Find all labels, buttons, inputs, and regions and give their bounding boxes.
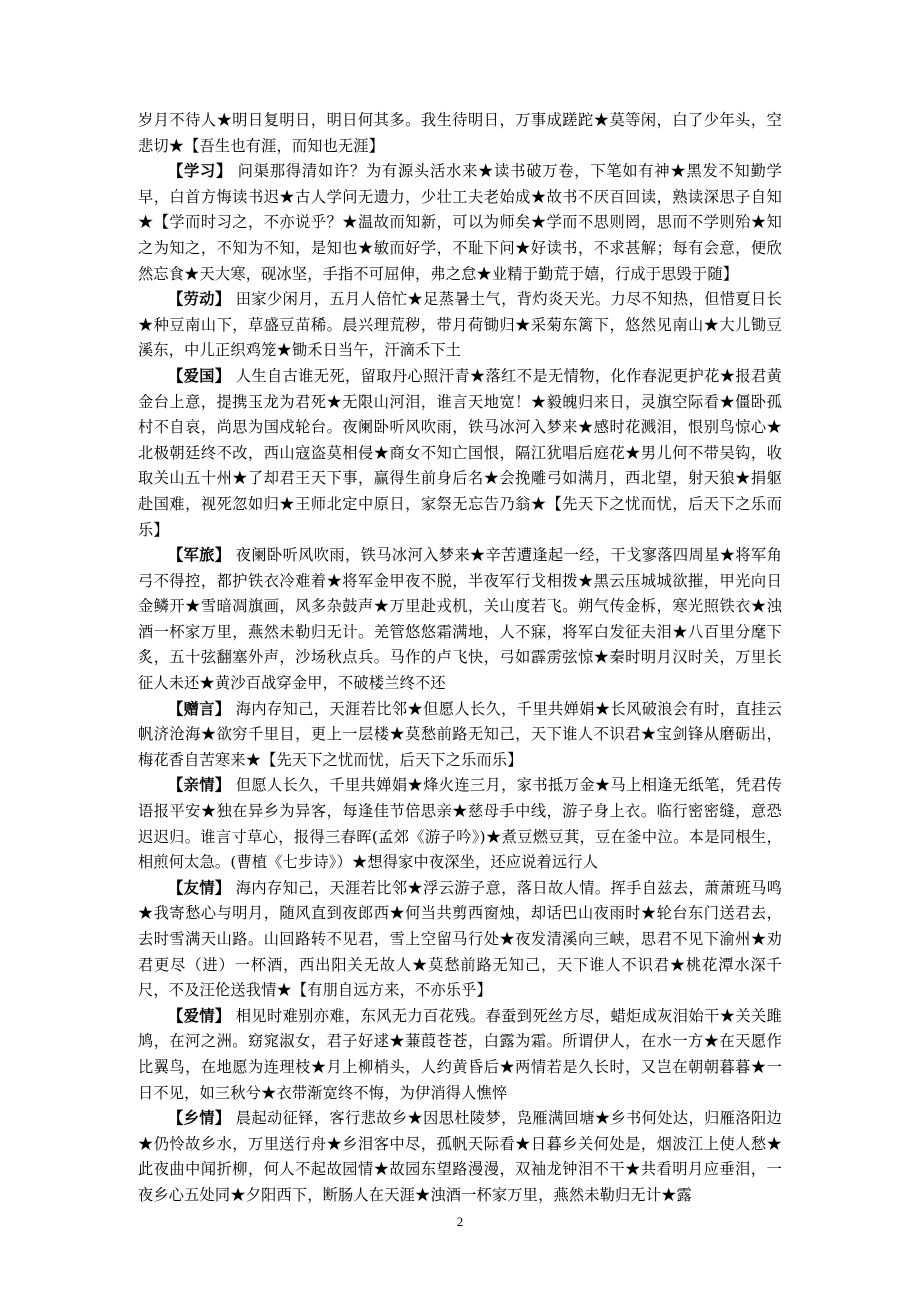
paragraph-text: 但愿人长久，千里共婵娟★烽火连三月，家书抵万金★马上相逢无纸笔，凭君传语报平安★独在异乡为异客，每逢佳节倍思亲★慈母手中线，游子身上衣。临行密密缝，意恐迟迟归。谁言寸草心，报得三春晖(孟郊《游子吟》)★煮豆燃豆萁，豆在釜中泣。本是同根生，相煎何太急。(曹植《七步诗》）★想得家中夜深坐，还应说着远行人 xyxy=(138,776,782,872)
paragraph-patriotism xyxy=(138,364,782,543)
section-tag-homesickness: 【乡情】 xyxy=(168,1109,231,1128)
section-tag-family: 【亲情】 xyxy=(168,776,231,795)
section-tag-patriotism: 【爱国】 xyxy=(168,366,231,385)
paragraph-study xyxy=(138,159,782,287)
paragraph-text: 岁月不待人★明日复明日，明日何其多。我生待明日，万事成蹉跎★莫等闲，白了少年头，空悲切★【吾生也有涯，而知也无涯】 xyxy=(138,111,782,155)
paragraph-text: 晨起动征铎，客行悲故乡★因思杜陵梦，凫雁满回塘★乡书何处达，归雁洛阳边★仍怜故乡水，万里送行舟★乡泪客中尽，孤帆天际看★日暮乡关何处是，烟波江上使人愁★此夜曲中闻折柳，何人不起故园情★故园东望路漫漫，双袖龙钟泪不干★共看明月应垂泪，一夜乡心五处同★夕阳西下，断肠人在天涯★浊酒一杯家万里，燕然未勒归无计★露 xyxy=(138,1109,782,1204)
section-tag-friendship: 【友情】 xyxy=(168,878,231,897)
document-page xyxy=(138,108,782,1209)
section-tag-study: 【学习】 xyxy=(168,162,233,181)
section-tag-labor: 【劳动】 xyxy=(168,290,231,309)
paragraph-labor xyxy=(138,287,782,364)
paragraph-text: 海内存知己，天涯若比邻★浮云游子意，落日故人情。挥手自兹去，萧萧班马鸣★我寄愁心与明月，随风直到夜郎西★何当共剪西窗烛，却话巴山夜雨时★轮台东门送君去，去时雪满天山路。山回路转不见君，雪上空留马行处★夜发清溪向三峡，思君不见下渝州★劝君更尽（进）一杯酒，西出阳关无故人★莫愁前路无知己，天下谁人不识君★桃花潭水深千尺，不及汪伦送我情★【有朋自远方来，不亦乐乎】 xyxy=(138,878,782,1000)
page-number: 2 xyxy=(456,1214,464,1229)
paragraph-text: 海内存知己，天涯若比邻★但愿人长久，千里共婵娟★长风破浪会有时，直挂云帆济沧海★欲穷千里目，更上一层楼★莫愁前路无知己，天下谁人不识君★宝剑锋从磨砺出，梅花香自苦寒来★【先天下之忧而忧，后天下之乐而乐】 xyxy=(138,699,782,769)
section-tag-farewell-words: 【赠言】 xyxy=(168,699,231,718)
paragraph-text: 夜阑卧听风吹雨，铁马冰河入梦来★辛苦遭逢起一经，干戈寥落四周星★将军角弓不得控，都护铁衣冷难着★将军金甲夜不脱，半夜军行戈相拨★黑云压城城欲摧，甲光向日金鳞开★雪暗凋旗画，风多杂鼓声★万里赴戎机，关山度若飞。朔气传金柝，寒光照铁衣★浊酒一杯家万里，燕然未勒归无计。羌管悠悠霜满地，人不寐，将军白发征夫泪★八百里分麾下炙，五十弦翻塞外声，沙场秋点兵。马作的卢飞快，弓如霹雳弦惊★秦时明月汉时关，万里长征人未还★黄沙百战穿金甲，不破楼兰终不还 xyxy=(138,546,782,693)
paragraph-text: 人生自古谁无死，留取丹心照汗青★落红不是无情物，化作春泥更护花★报君黄金台上意，提携玉龙为君死★无限山河泪，谁言天地宽！★毅魄归来日，灵旗空际看★僵卧孤村不自哀，尚思为国戍轮台。夜阑卧听风吹雨，铁马冰河入梦来★感时花溅泪，恨别鸟惊心★北极朝廷终不改，西山寇盗莫相侵★商女不知亡国恨，隔江犹唱后庭花★男儿何不带吴钩，收取关山五十州★了却君王天下事，赢得生前身后名★会挽雕弓如满月，西北望，射天狼★捐躯赴国难，视死忽如归★王师北定中原日，家祭无忘告乃翁★【先天下之忧而忧，后天下之乐而乐】 xyxy=(138,366,782,539)
paragraph-intro xyxy=(138,108,782,159)
paragraph-friendship xyxy=(138,876,782,1004)
paragraph-homesickness xyxy=(138,1106,782,1208)
paragraph-love xyxy=(138,1004,782,1106)
paragraph-military xyxy=(138,543,782,697)
section-tag-military: 【军旅】 xyxy=(168,546,231,565)
paragraph-text: 问渠那得清如许？为有源头活水来★读书破万卷，下笔如有神★黑发不知勤学早，白首方悔读书迟★古人学问无遗力，少壮工夫老始成★故书不厌百回读，熟读深思子自知★【学而时习之，不亦说乎？★温故而知新，可以为师矣★学而不思则罔，思而不学则殆★知之为知之，不知为不知，是知也★敏而好学，不耻下问★好读书，不求甚解；每有会意，便欣然忘食★天大寒，砚冰坚，手指不可屈伸，弗之怠★业精于勤荒于嬉，行成于思毁于随】 xyxy=(138,162,782,283)
paragraph-farewell-words xyxy=(138,697,782,774)
paragraph-text: 田家少闲月，五月人倍忙★足蒸暑土气，背灼炎天光。力尽不知热，但惜夏日长★种豆南山下，草盛豆苗稀。晨兴理荒秽，带月荷锄归★采菊东篱下，悠然见南山★大儿锄豆溪东，中儿正织鸡笼★锄禾日当午，汗滴禾下土 xyxy=(138,290,782,360)
paragraph-family xyxy=(138,773,782,875)
section-tag-love: 【爱情】 xyxy=(168,1006,231,1025)
paragraph-text: 相见时难别亦难，东风无力百花残。春蚕到死丝方尽，蜡炬成灰泪始干★关关雎鸠，在河之洲。窈窕淑女，君子好逑★蒹葭苍苍，白露为霜。所谓伊人，在水一方★在天愿作比翼鸟，在地愿为连理枝★月上柳梢头，人约黄昏后★两情若是久长时，又岂在朝朝暮暮★一日不见，如三秋兮★衣带渐宽终不悔，为伊消得人憔悴 xyxy=(138,1006,782,1102)
